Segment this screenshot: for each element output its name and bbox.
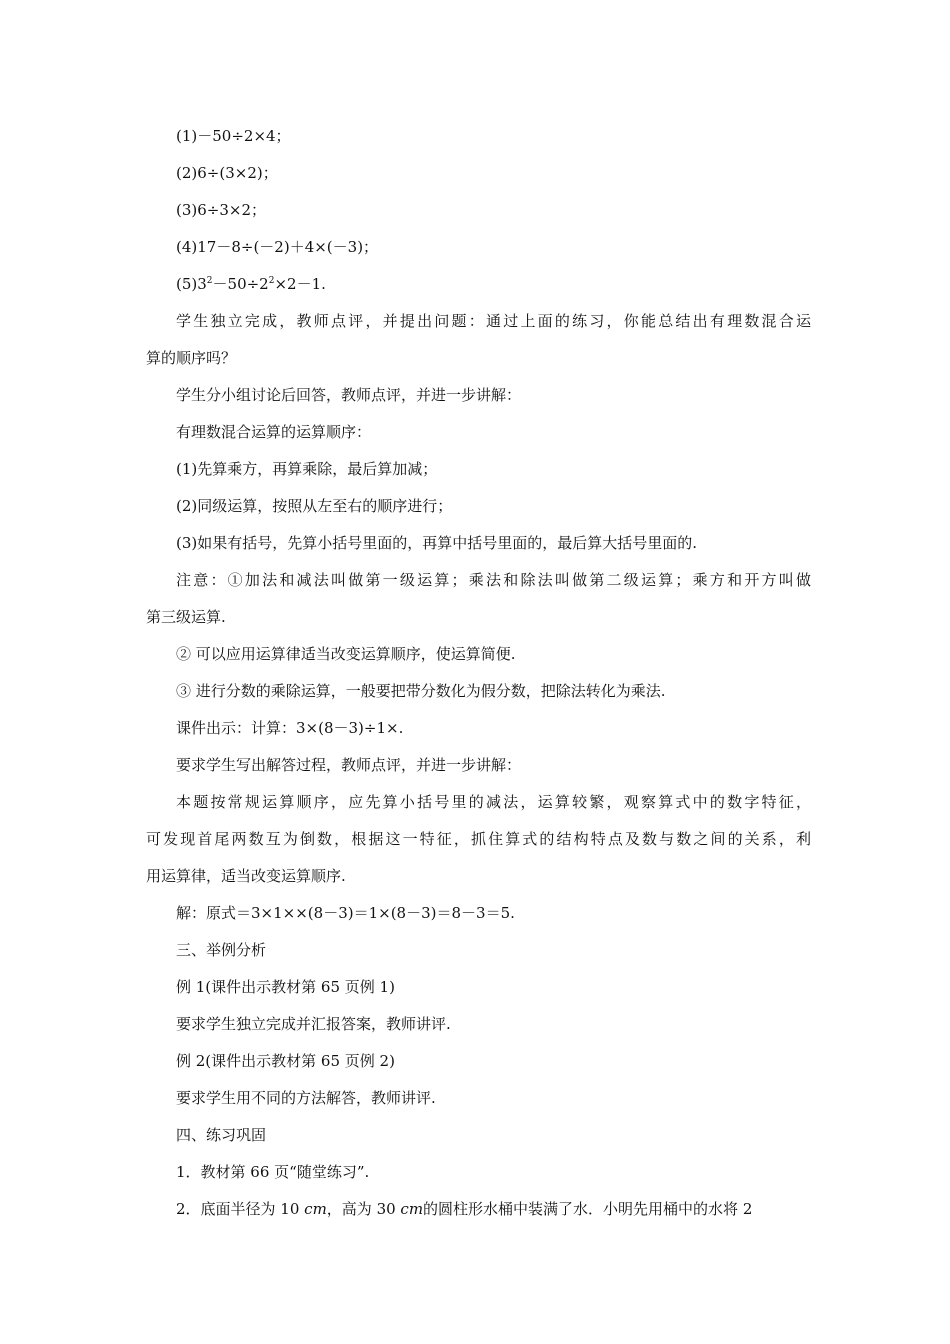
practice-2-part-b: ，高为 30 bbox=[326, 1200, 401, 1218]
exercise-5-part-c: ×2－1. bbox=[274, 275, 326, 293]
practice-2-part-c: 的圆柱形水桶中装满了水．小明先用桶中的水将 2 bbox=[423, 1200, 753, 1218]
section-heading-4: 四、练习巩固 bbox=[176, 1126, 267, 1144]
exponent-1: 2 bbox=[206, 276, 213, 286]
note-3: ③ 进行分数的乘除运算，一般要把带分数化为假分数，把除法转化为乘法. bbox=[176, 682, 666, 700]
explanation-line: 本题按常规运算顺序，应先算小括号里的减法，运算较繁，观察算式中的数字特征， bbox=[176, 793, 811, 811]
exercise-5-part-b: －50÷2 bbox=[212, 275, 269, 293]
paragraph-line: 学生独立完成，教师点评，并提出问题：通过上面的练习，你能总结出有理数混合运 bbox=[176, 312, 811, 330]
exponent-2: 2 bbox=[268, 276, 275, 286]
explanation-line: 用运算律，适当改变运算顺序. bbox=[146, 867, 346, 885]
note-line: 注意：①加法和减法叫做第一级运算；乘法和除法叫做第二级运算；乘方和开方叫做 bbox=[176, 571, 811, 589]
courseware-task: 课件出示：计算：3×(8－3)÷1×. bbox=[176, 719, 404, 737]
paragraph-line: 有理数混合运算的运算顺序： bbox=[176, 423, 372, 441]
explanation-line: 可发现首尾两数互为倒数，根据这一特征，抓住算式的结构特点及数与数之间的关系，利 bbox=[146, 830, 811, 848]
rule-2: (2)同级运算，按照从左至右的顺序进行； bbox=[176, 497, 453, 515]
rule-1: (1)先算乘方，再算乘除，最后算加减； bbox=[176, 460, 438, 478]
practice-2 bbox=[176, 1199, 811, 1219]
example-1: 例 1(课件出示教材第 65 页例 1) bbox=[176, 978, 395, 996]
exercise-5 bbox=[176, 274, 811, 294]
practice-2-part-a: 2．底面半径为 10 bbox=[176, 1200, 305, 1218]
unit-cm: cm bbox=[304, 1200, 327, 1218]
exercise-3: (3)6÷3×2； bbox=[176, 201, 267, 219]
exercise-1: (1)－50÷2×4； bbox=[176, 127, 291, 145]
paragraph-line: 算的顺序吗？ bbox=[146, 349, 237, 367]
paragraph-line: 要求学生写出解答过程，教师点评，并进一步讲解： bbox=[176, 756, 522, 774]
exercise-5-part-a: (5)3 bbox=[176, 275, 207, 293]
exercise-4: (4)17－8÷(－2)＋4×(－3)； bbox=[176, 238, 379, 256]
note-line: 第三级运算. bbox=[146, 608, 226, 626]
note-2: ② 可以应用运算律适当改变运算顺序，使运算简便. bbox=[176, 645, 516, 663]
exercise-2: (2)6÷(3×2)； bbox=[176, 164, 278, 182]
paragraph-line: 要求学生独立完成并汇报答案，教师讲评. bbox=[176, 1015, 451, 1033]
unit-cm: cm bbox=[400, 1200, 424, 1218]
paragraph-line: 要求学生用不同的方法解答，教师讲评. bbox=[176, 1089, 436, 1107]
rule-3: (3)如果有括号，先算小括号里面的，再算中括号里面的，最后算大括号里面的. bbox=[176, 534, 698, 552]
solution-line: 解：原式＝3×1××(8－3)＝1×(8－3)＝8－3＝5. bbox=[176, 904, 515, 922]
example-2: 例 2(课件出示教材第 65 页例 2) bbox=[176, 1052, 395, 1070]
section-heading-3: 三、举例分析 bbox=[176, 941, 267, 959]
practice-1: 1．教材第 66 页“随堂练习”. bbox=[176, 1163, 370, 1181]
paragraph-line: 学生分小组讨论后回答，教师点评，并进一步讲解： bbox=[176, 386, 522, 404]
